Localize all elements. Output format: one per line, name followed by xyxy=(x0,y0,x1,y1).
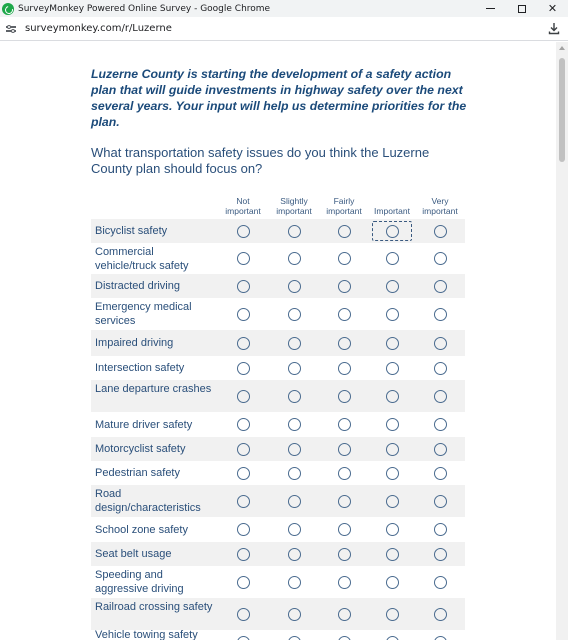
matrix-row xyxy=(91,412,465,437)
column-header-line1: Very xyxy=(431,196,449,206)
rating-radio[interactable] xyxy=(288,608,301,621)
rating-radio[interactable] xyxy=(434,252,447,265)
rating-radio[interactable] xyxy=(288,523,301,536)
focus-outline xyxy=(372,221,412,241)
rating-radio[interactable] xyxy=(434,280,447,293)
column-header-line1: Fairly xyxy=(333,196,355,206)
rating-radio[interactable] xyxy=(338,362,351,375)
column-header xyxy=(414,196,466,216)
rating-radio[interactable] xyxy=(434,337,447,350)
rating-radio[interactable] xyxy=(338,636,351,640)
survey-page xyxy=(0,42,556,640)
row-label: School zone safety xyxy=(95,523,188,536)
matrix-row xyxy=(91,630,465,640)
rating-radio[interactable] xyxy=(288,495,301,508)
rating-radio[interactable] xyxy=(434,523,447,536)
minimize-icon xyxy=(486,8,495,9)
rating-radio[interactable] xyxy=(434,418,447,431)
rating-radio[interactable] xyxy=(386,443,399,456)
row-label: Vehicle towing safety xyxy=(95,629,198,640)
rating-radio[interactable] xyxy=(386,576,399,589)
column-header-line1: Not xyxy=(236,196,250,206)
column-header-line2: important xyxy=(225,206,261,216)
rating-radio[interactable] xyxy=(338,337,351,350)
scrollbar-thumb[interactable] xyxy=(559,58,565,162)
rating-radio[interactable] xyxy=(386,495,399,508)
maximize-icon xyxy=(518,5,526,13)
column-header xyxy=(268,196,320,216)
row-label: Pedestrian safety xyxy=(95,467,180,479)
rating-radio[interactable] xyxy=(434,608,447,621)
row-label: Impaired driving xyxy=(95,337,174,349)
matrix-row xyxy=(91,274,465,298)
rating-radio[interactable] xyxy=(288,390,301,403)
rating-radio[interactable] xyxy=(434,495,447,508)
rating-radio[interactable] xyxy=(338,280,351,293)
rating-radio[interactable] xyxy=(434,225,447,238)
rating-radio[interactable] xyxy=(237,576,250,589)
rating-radio[interactable] xyxy=(288,443,301,456)
column-header-line2: Important xyxy=(374,206,410,216)
column-header xyxy=(366,196,418,216)
rating-radio[interactable] xyxy=(237,390,250,403)
column-header-line1 xyxy=(366,196,418,206)
rating-radio[interactable] xyxy=(338,548,351,561)
rating-radio[interactable] xyxy=(386,390,399,403)
rating-radio[interactable] xyxy=(288,548,301,561)
download-icon[interactable] xyxy=(548,22,560,35)
rating-radio[interactable] xyxy=(434,390,447,403)
rating-radio[interactable] xyxy=(237,418,250,431)
rating-radio[interactable] xyxy=(288,467,301,480)
row-label: Distracted driving xyxy=(95,280,180,292)
maximize-button[interactable] xyxy=(506,0,537,17)
rating-radio[interactable] xyxy=(288,576,301,589)
rating-radio[interactable] xyxy=(386,523,399,536)
column-header-line2: important xyxy=(326,206,362,216)
rating-radio[interactable] xyxy=(386,252,399,265)
matrix-row xyxy=(91,219,465,243)
rating-radio[interactable] xyxy=(434,308,447,321)
matrix-row xyxy=(91,380,465,412)
rating-radio[interactable] xyxy=(338,252,351,265)
rating-radio[interactable] xyxy=(386,636,399,640)
rating-radio[interactable] xyxy=(237,225,250,238)
rating-radio[interactable] xyxy=(338,443,351,456)
rating-radio[interactable] xyxy=(434,576,447,589)
row-label: Commercial vehicle/truck safety xyxy=(95,245,189,272)
rating-radio[interactable] xyxy=(434,467,447,480)
rating-radio[interactable] xyxy=(288,308,301,321)
row-label: Mature driver safety xyxy=(95,418,193,431)
rating-radio[interactable] xyxy=(237,252,250,265)
rating-radio[interactable] xyxy=(338,576,351,589)
rating-radio[interactable] xyxy=(434,636,447,640)
rating-radio[interactable] xyxy=(386,308,399,321)
window-title: SurveyMonkey Powered Online Survey - Google Chrome xyxy=(18,3,271,14)
rating-radio[interactable] xyxy=(338,608,351,621)
url-text[interactable]: surveymonkey.com/r/Luzerne xyxy=(25,23,172,34)
matrix-row xyxy=(91,542,465,566)
row-label: Speeding and aggressive driving xyxy=(95,569,184,595)
close-icon: ✕ xyxy=(547,2,558,15)
row-label: Motorcyclist safety xyxy=(95,443,186,455)
survey-question: What transportation safety issues do you think the Luzerne County plan should focus on? xyxy=(91,145,430,176)
matrix-row xyxy=(91,437,465,461)
column-header-line2: important xyxy=(422,206,458,216)
rating-radio[interactable] xyxy=(288,225,301,238)
row-label: Railroad crossing safety xyxy=(95,601,213,613)
survey-intro: Luzerne County is starting the development of a safety action plan that will guide investments in highway safety over the next several years. Your input will help us determine priorities for the plan. xyxy=(91,67,467,129)
rating-radio[interactable] xyxy=(237,467,250,480)
row-label: Seat belt usage xyxy=(95,548,172,560)
rating-radio[interactable] xyxy=(338,390,351,403)
window-titlebar xyxy=(0,0,568,17)
rating-radio[interactable] xyxy=(288,337,301,350)
site-settings-icon[interactable] xyxy=(6,24,17,33)
minimize-button[interactable] xyxy=(475,0,506,17)
rating-radio[interactable] xyxy=(434,362,447,375)
rating-radio[interactable] xyxy=(237,308,250,321)
matrix-row xyxy=(91,330,465,356)
rating-radio[interactable] xyxy=(288,418,301,431)
row-label: Emergency medical services xyxy=(95,301,192,327)
rating-radio[interactable] xyxy=(288,636,301,640)
rating-radio[interactable] xyxy=(288,252,301,265)
rating-radio[interactable] xyxy=(338,418,351,431)
rating-radio[interactable] xyxy=(237,443,250,456)
column-header xyxy=(318,196,370,216)
rating-radio[interactable] xyxy=(386,548,399,561)
page-scrollbar[interactable] xyxy=(556,42,568,640)
rating-radio[interactable] xyxy=(386,280,399,293)
scroll-up-icon[interactable] xyxy=(559,46,565,50)
rating-radio[interactable] xyxy=(288,362,301,375)
matrix-row xyxy=(91,356,465,380)
row-label: Lane departure crashes xyxy=(95,383,212,395)
column-header xyxy=(217,196,269,216)
rating-radio[interactable] xyxy=(434,443,447,456)
rating-radio[interactable] xyxy=(237,337,250,350)
rating-radio[interactable] xyxy=(386,362,399,375)
rating-radio[interactable] xyxy=(237,495,250,508)
close-button[interactable] xyxy=(537,0,568,17)
rating-radio[interactable] xyxy=(386,608,399,621)
matrix-row xyxy=(91,298,465,330)
rating-radio[interactable] xyxy=(237,548,250,561)
matrix-row xyxy=(91,517,465,542)
row-label: Intersection safety xyxy=(95,362,185,374)
rating-radio[interactable] xyxy=(338,495,351,508)
surveymonkey-app-icon xyxy=(2,3,14,15)
rating-radio[interactable] xyxy=(237,362,250,375)
rating-radio[interactable] xyxy=(338,225,351,238)
matrix-row xyxy=(91,461,465,485)
window-controls xyxy=(475,0,568,17)
rating-radio[interactable] xyxy=(237,523,250,536)
column-header-line1: Slightly xyxy=(280,196,308,206)
rating-radio[interactable] xyxy=(386,337,399,350)
row-label: Road design/characteristics xyxy=(95,488,201,514)
rating-radio[interactable] xyxy=(338,523,351,536)
column-header-line2: important xyxy=(276,206,312,216)
rating-radio[interactable] xyxy=(237,280,250,293)
matrix-row xyxy=(91,243,465,274)
rating-radio[interactable] xyxy=(237,636,250,640)
rating-radio[interactable] xyxy=(338,308,351,321)
address-bar[interactable] xyxy=(0,17,568,41)
rating-radio[interactable] xyxy=(237,608,250,621)
rating-radio[interactable] xyxy=(434,548,447,561)
matrix-row xyxy=(91,485,465,517)
rating-radio[interactable] xyxy=(288,280,301,293)
rating-radio[interactable] xyxy=(386,467,399,480)
matrix-row xyxy=(91,566,465,598)
rating-radio[interactable] xyxy=(338,467,351,480)
rating-radio[interactable] xyxy=(386,418,399,431)
matrix-row xyxy=(91,598,465,630)
row-label: Bicyclist safety xyxy=(95,225,168,237)
